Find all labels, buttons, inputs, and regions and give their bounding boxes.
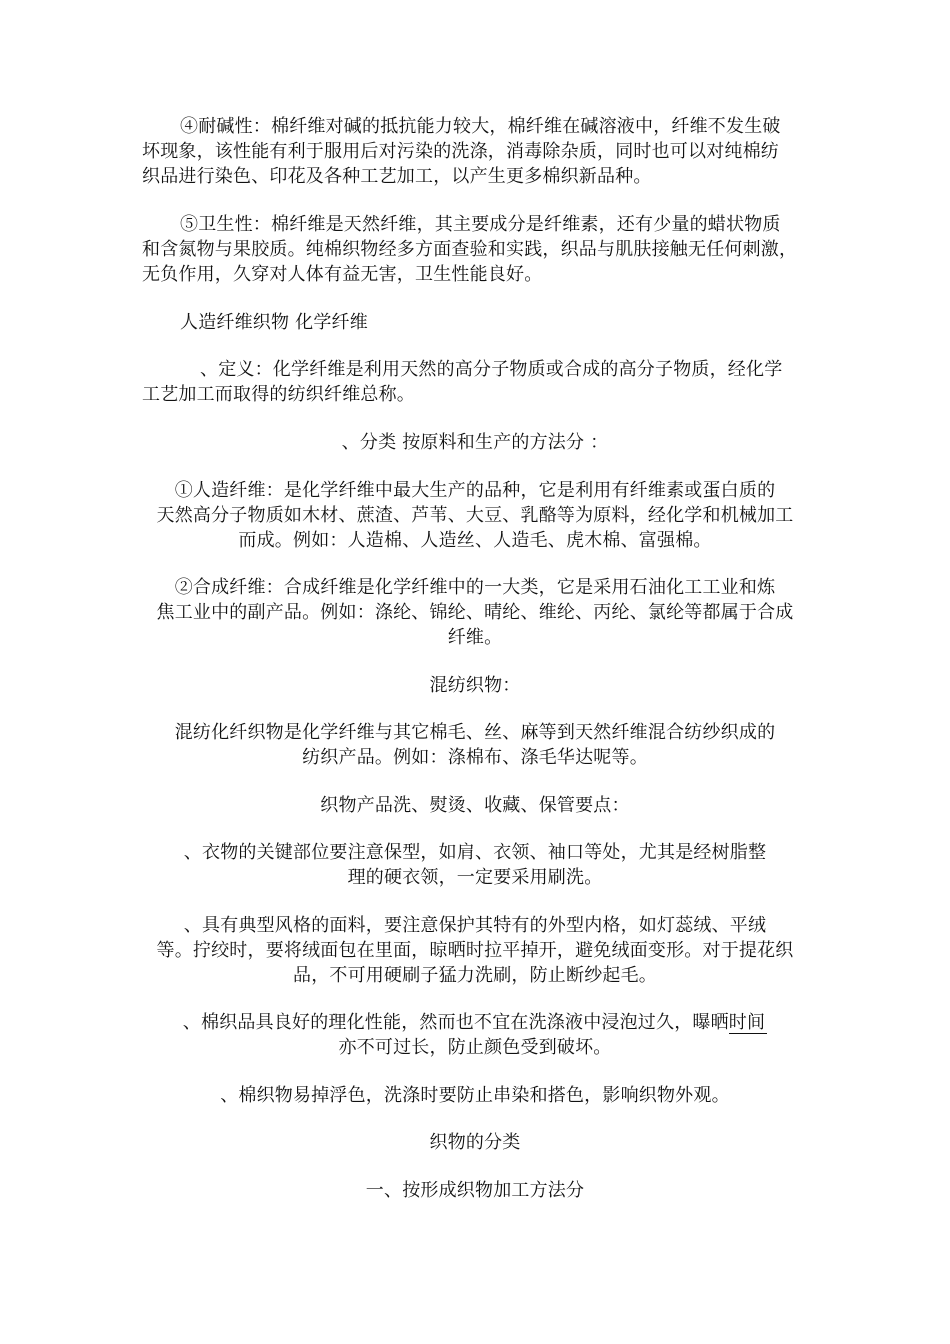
text-line: 和含氮物与果胶质。纯棉织物经多方面查验和实践，织品与肌肤接触无任何刺激， <box>142 239 798 260</box>
text-line: 、具有典型风格的面料，要注意保护其特有的外型内格，如灯蕊绒、平绒 <box>183 915 767 936</box>
section-heading: 织物的分类 <box>429 1132 521 1153</box>
text-line-segment: 、棉织品具良好的理化性能，然而也不宜在洗涤液中浸泡过久，曝晒 <box>182 1012 729 1033</box>
section-heading: 织物产品洗、熨烫、收藏、保管要点： <box>320 795 630 816</box>
text-line: 、分类 按原料和生产的方法分 ： <box>341 432 609 453</box>
text-line: 纤维。 <box>447 627 503 648</box>
text-line: 工艺加工而取得的纺织纤维总称。 <box>142 384 415 405</box>
section-heading: 一、按形成织物加工方法分 <box>365 1180 585 1201</box>
text-line: 、衣物的关键部位要注意保型，如肩、衣领、袖口等处，尤其是经树脂整 <box>183 842 767 863</box>
text-line: 等。拧绞时，要将绒面包在里面，晾晒时拉平掉开，避免绒面变形。对于提花织 <box>156 940 794 961</box>
text-line: 亦不可过长，防止颜色受到破坏。 <box>338 1037 612 1058</box>
text-line: 焦工业中的副产品。例如：涤纶、锦纶、晴纶、维纶、丙纶、氯纶等都属于合成 <box>156 602 794 623</box>
text-line: 而成。例如：人造棉、人造丝、人造毛、虎木棉、富强棉。 <box>238 530 712 551</box>
text-line: 天然高分子物质如木材、蔗渣、芦苇、大豆、乳酪等为原料，经化学和机械加工 <box>156 505 794 526</box>
text-line: ④耐碱性：棉纤维对碱的抵抗能力较大，棉纤维在碱溶液中，纤维不发生破 <box>180 116 781 137</box>
text-line: ①人造纤维：是化学纤维中最大生产的品种，它是利用有纤维素或蛋白质的 <box>174 480 776 501</box>
text-line: ⑤卫生性：棉纤维是天然纤维，其主要成分是纤维素，还有少量的蜡状物质 <box>180 214 781 235</box>
text-line-with-underline <box>0 1010 950 1035</box>
text-line: 品，不可用硬刷子猛力洗刷，防止断纱起毛。 <box>293 965 657 986</box>
text-line: ②合成纤维：合成纤维是化学纤维中的一大类，它是采用石油化工工业和炼 <box>174 577 776 598</box>
text-line: 织品进行染色、印花及各种工艺加工，以产生更多棉织新品种。 <box>142 166 652 187</box>
text-line: 纺织产品。例如：涤棉布、涤毛华达呢等。 <box>302 747 648 768</box>
underlined-word: 时间 <box>728 1012 766 1033</box>
text-line: 坏现象，该性能有利于服用后对污染的洗涤，消毒除杂质，同时也可以对纯棉纺 <box>142 141 779 162</box>
text-line: 、棉织物易掉浮色，洗涤时要防止串染和搭色，影响织物外观。 <box>220 1085 730 1106</box>
section-heading: 混纺织物： <box>429 675 521 696</box>
text-line: 混纺化纤织物是化学纤维与其它棉毛、丝、麻等到天然纤维混合纺纱织成的 <box>174 722 776 743</box>
section-heading: 人造纤维织物 化学纤维 <box>180 312 368 333</box>
text-line: 、定义：化学纤维是利用天然的高分子物质或合成的高分子物质，经化学 <box>200 359 783 380</box>
text-line: 理的硬衣领，一定要采用刷洗。 <box>347 867 603 888</box>
text-line: 无负作用，久穿对人体有益无害，卫生性能良好。 <box>142 264 543 285</box>
